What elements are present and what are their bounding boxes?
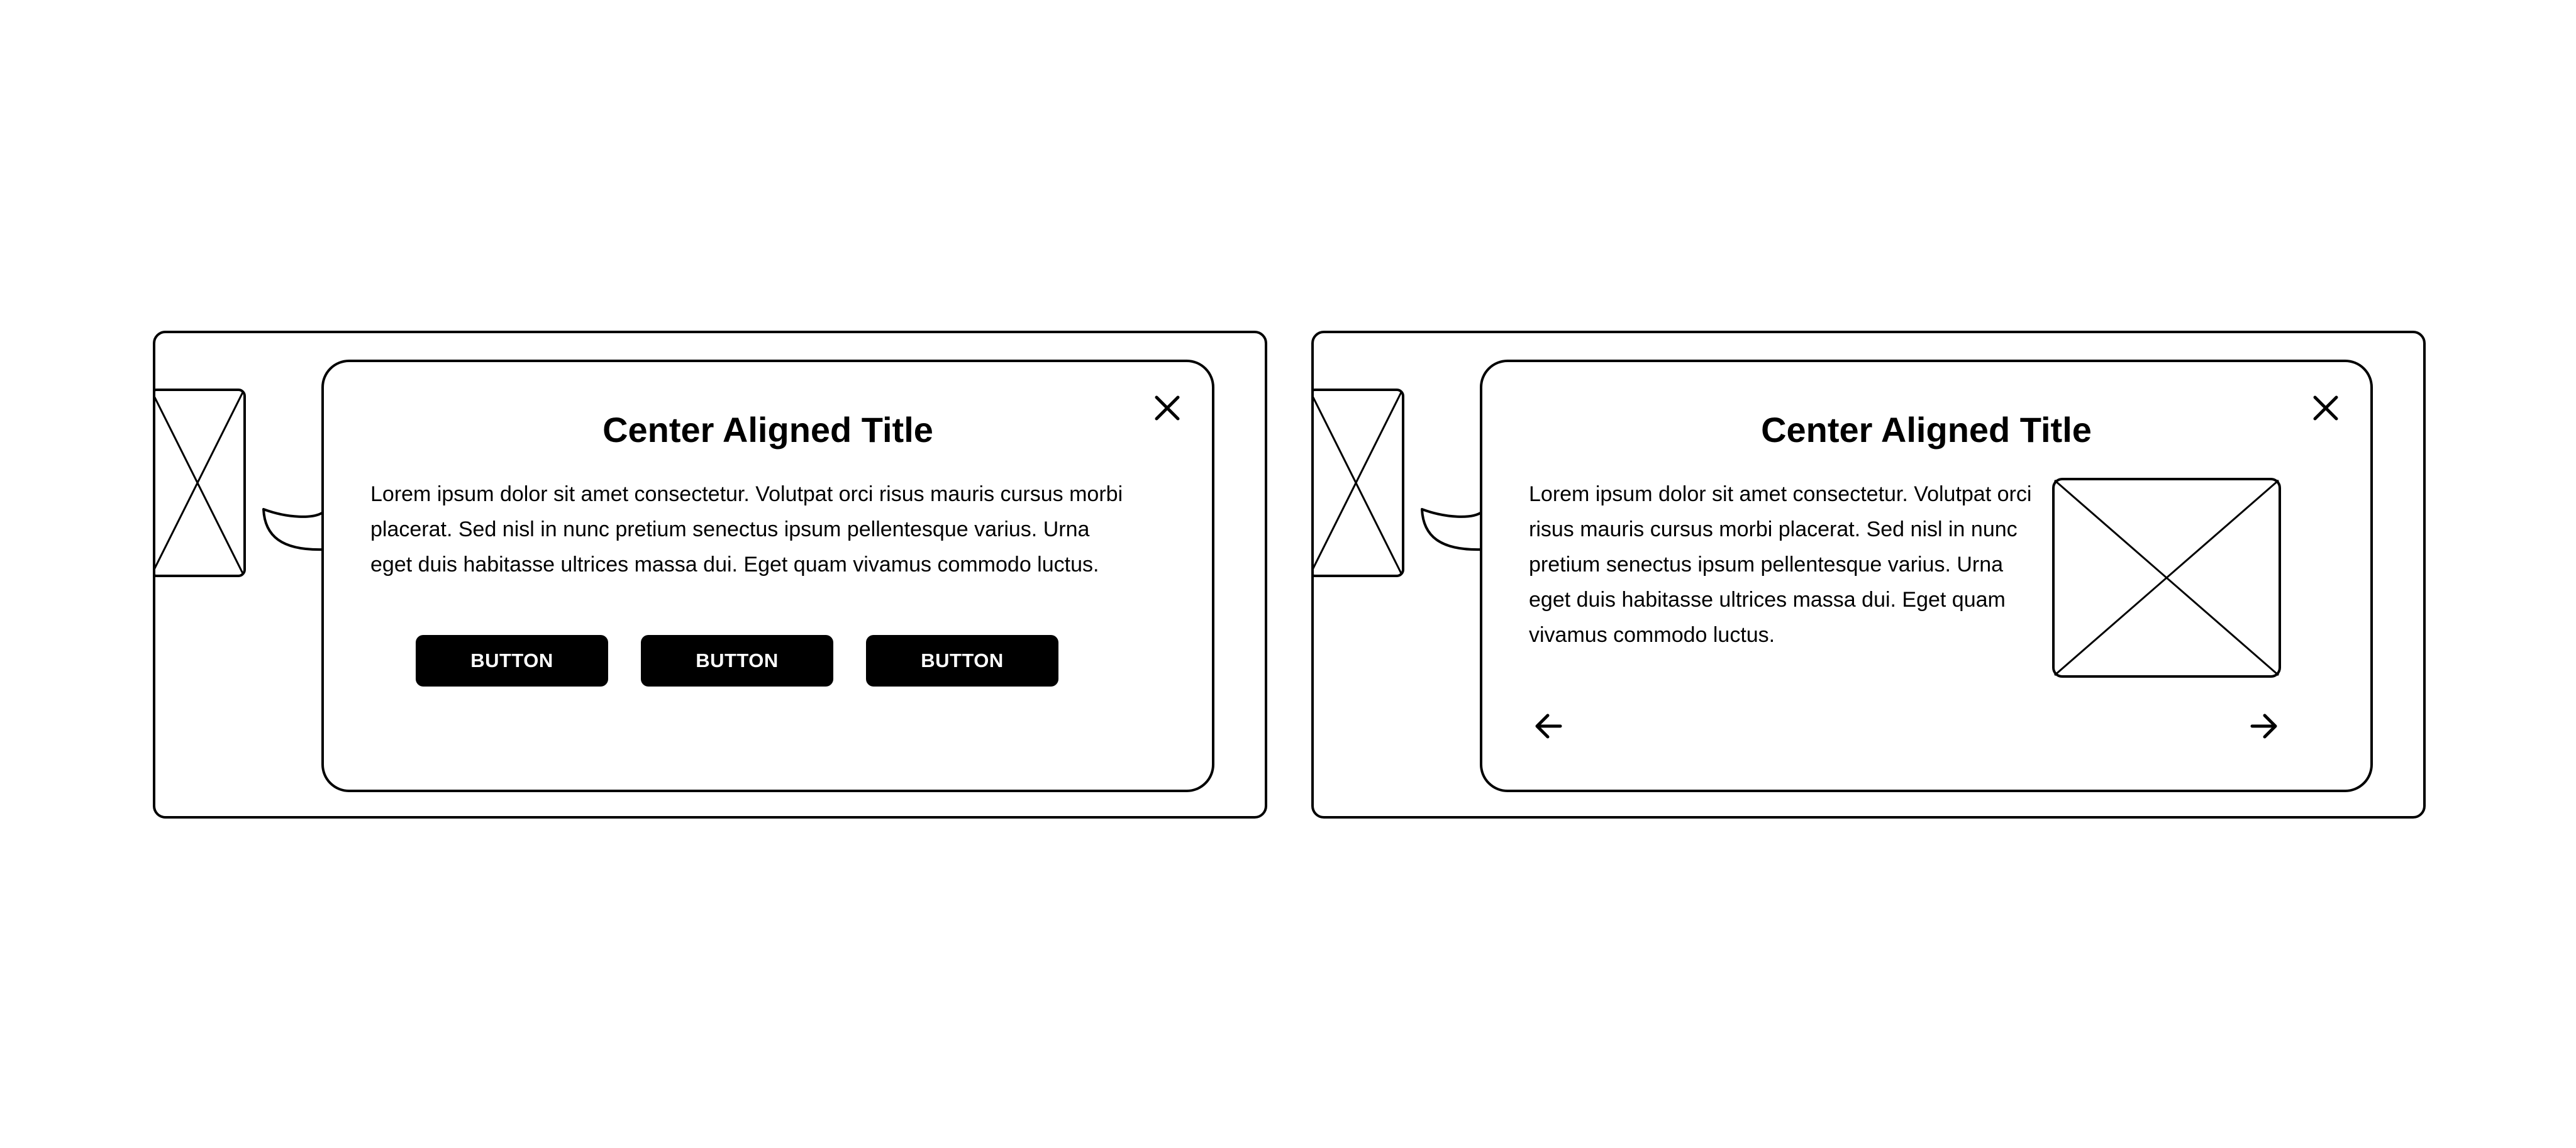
action-button-3[interactable]: BUTTON — [866, 635, 1058, 687]
arrow-left-icon[interactable] — [1533, 710, 1564, 742]
modal-title: Center Aligned Title — [1761, 410, 2092, 450]
action-button-2[interactable]: BUTTON — [641, 635, 833, 687]
action-button-1[interactable]: BUTTON — [416, 635, 608, 687]
right-screen-frame — [1311, 331, 2426, 819]
dialog-pointer — [262, 499, 325, 556]
button-group — [416, 635, 1058, 687]
close-icon[interactable] — [1153, 394, 1182, 422]
image-placeholder-icon — [153, 389, 247, 577]
dialog-pointer — [1421, 499, 1484, 556]
image-placeholder-icon — [2052, 478, 2281, 678]
modal-title: Center Aligned Title — [602, 410, 933, 450]
close-icon[interactable] — [2311, 394, 2340, 422]
modal-dialog — [321, 360, 1214, 792]
arrow-right-icon[interactable] — [2248, 710, 2280, 742]
modal-body-text: Lorem ipsum dolor sit amet consectetur. Volutpat orci risus mauris cursus morbi placerat. Sed nisl in nunc pretium senectus ipsum pellentesque varius. Urna eget duis habitasse ultrices massa dui. Eget quam vivamus commodo luctus. — [370, 482, 1123, 577]
modal-dialog — [1480, 360, 2373, 792]
image-placeholder-icon — [1311, 389, 1406, 577]
modal-body-text: Lorem ipsum dolor sit amet consectetur. Volutpat orci risus mauris cursus morbi placerat. Sed nisl in nunc pretium senectus ipsum pellentesque varius. Urna eget duis habitasse ultrices massa dui. Eget quam vivamus commodo luctus. — [1529, 482, 2032, 647]
left-screen-frame — [153, 331, 1267, 819]
